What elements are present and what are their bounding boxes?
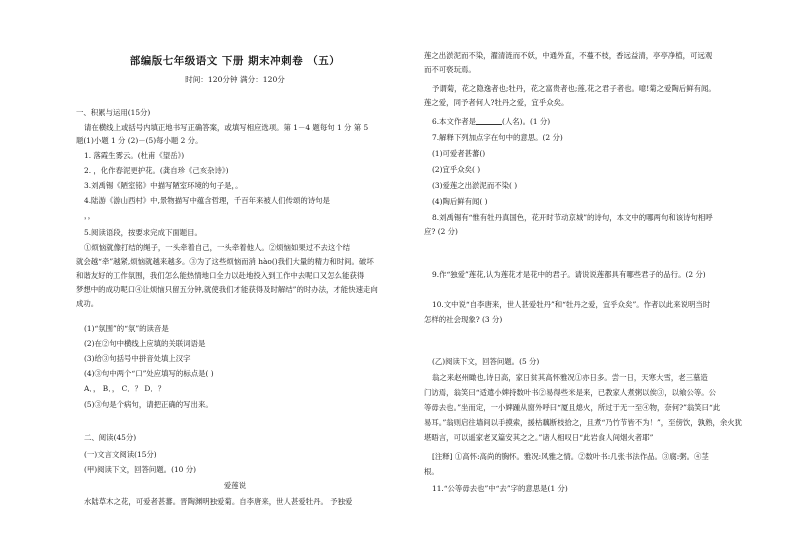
question-10: 10.文中说“自李唐来，世人甚爱牡丹”和“牡丹之爱，宜乎众矣”。作者以此来说明当时: [432, 300, 711, 309]
exam-info: 时间：120分钟 满分：120分: [185, 75, 285, 84]
sub-question-1: (1)“氛围”的“氛”的读音是: [84, 324, 169, 333]
question-6-tail: (人名)。(1 分): [502, 117, 551, 126]
essay-line-4: 予谓菊，花之隐逸者也;牡丹，花之富贵者也;莲,花之君子者也。噫!菊之爱陶后鲜有闻。: [432, 84, 716, 93]
passage-jia-prompt: (甲)阅读下文，回答问题。(10 分): [84, 465, 196, 474]
question-7-2: (2)宜乎众矣( ): [432, 165, 481, 174]
sub-question-4: (4)③句中两个“口”处应填写的标点是( ): [84, 369, 214, 378]
sub-question-5: (5)③句是个病句，请把正确的写出来。: [84, 400, 213, 409]
essay-title: 爱莲说: [223, 481, 247, 490]
question-4: 4.陆游《游山西村》中,景物描写中蕴含哲理，千百年来被人们传颂的诗句是: [84, 196, 330, 205]
essay-line-2: 莲之出淤泥而不染，濯清涟而不妖，中通外直，不蔓不枝，香远益清，亭亭净植，可远观: [424, 51, 713, 60]
passage-yi-heading: (乙)阅读下文，回答问题。(5 分): [432, 357, 540, 366]
section-1-heading: 一、积累与运用(15分): [76, 108, 151, 117]
question-4-blank: ，，: [84, 211, 96, 220]
passage-yi-line-5: 堪晤言，可以遥家老叉篇安其之之。”诸人相叹日“此岩食人间烟火者耶”: [424, 433, 654, 442]
passage-yi-notes: [注释] ①高怀:高尚的胸怀。雅况:风雅之情。②数叶书:几张书法作品。③腐:粥。④茎: [432, 452, 709, 461]
passage-yi-notes-cont: 根。: [424, 467, 439, 476]
question-6: [432, 117, 550, 127]
question-7: 7.解释下列加点字在句中的意思。(2 分): [432, 133, 563, 142]
essay-line-3: 而不可亵玩焉。: [424, 65, 476, 74]
sub-question-3: (3)给③句括号中拼音处填上汉字: [84, 354, 191, 363]
section-2-sub: (一)文言文阅读(15分): [84, 450, 157, 459]
page-title: 部编版七年级语文 下册 期末冲刺卷 （五）: [129, 55, 341, 67]
question-11: 11.“公等毋去也”中“去”字的意思是(1 分): [432, 484, 568, 493]
passage-line-1: ①烦恼就像打结的绳子，一头牵着自己，一头牵着他人。②烦恼如果过不去这个结: [84, 243, 351, 252]
passage-yi-line-3: 等毋去也。”坐而定，一小婢踵从窗外呼曰“厦且熄火，所过于无一至④物，奈何?”翁笑曰“此: [424, 403, 721, 412]
sub-question-4-options: A．， B．， C．？ D．？: [84, 384, 166, 393]
question-9: 9.作“独爱”莲花,认为莲花才是花中的君子。请说说莲都具有哪些君子的品行。(2 分): [432, 270, 706, 279]
question-2: 2. ，化作春泥更护花。(龚自珍《己亥杂诗》): [84, 166, 229, 175]
question-10-cont: 怎样的社会现象? (3 分): [424, 315, 503, 324]
passage-line-4: 梦想中的成功呢口④让烦恼只留五分钟,就使我们才能获得及时解结”的时办法，才能快速走向: [76, 285, 378, 294]
answer-blank[interactable]: [476, 117, 502, 125]
section-1-intro-cont: 题(1)小题 1 分 (2)－(5)每小题 2 分。: [76, 136, 203, 145]
passage-yi-line-1: 翁之来赵州瞰也,诗日高，家日贫其高怀雅况①亦日多。尝一日，天寒大雪，老三墓造: [432, 373, 708, 382]
question-5: 5.阅读语段，按要求完成下面题目。: [84, 228, 202, 237]
question-3: 3.刘禹锡《陋室铭》中描写陋室环境的句子是，。: [84, 181, 243, 190]
question-6-text: 6.本文作者是: [432, 117, 477, 126]
passage-yi-line-2: 门访焉，翁笑曰“适遣小婢持数叶书②易得些米是来，已教家人煮粥以俟③，以飨公等。公: [424, 388, 717, 397]
passage-line-5: 成功。: [76, 299, 99, 308]
question-7-3: (3)爱莲之出淤泥而不染( ): [432, 181, 518, 190]
essay-line-1: 水陆草木之花，可爱者甚蕃。晋陶渊明独爱菊。自李唐来，世人甚爱牡丹。 予独爱: [84, 497, 353, 506]
passage-line-3: 和谐友好的工作氛围，我们怎么能热情地口全力以赴地投入到工作中去呢口又怎么能获得: [76, 271, 365, 280]
passage-yi-line-4: 易耳。”翁则启往墙间以手摸索，援枯藕断枝拾之，且煮“乃竹节皆不为！”，至傍饮，孰熟，余火犹: [424, 418, 743, 427]
question-7-4: (4)陶后鲜有闻( ): [432, 197, 488, 206]
question-1: 1. 落霞生雾云。(杜甫《望岳》): [84, 151, 185, 160]
passage-line-2: 就会越“牵”越紧,烦恼就越来越多。③为了这些烦恼而消 hào()我们大量的精力和时间。破坏: [76, 257, 374, 266]
question-7-1: (1)可爱者甚蕃(): [432, 149, 486, 158]
sub-question-2: (2)在②句中横线上应填的关联词语是: [84, 339, 206, 348]
section-1-intro: 请在横线上或括号内填正地书写正确答案，或填写相应选项。第 1－4 题每句 1 分 第 5: [84, 123, 369, 132]
question-8-cont: 应? (2 分): [424, 227, 458, 236]
essay-line-5: 莲之爱，同予者何人?牡丹之爱，宜乎众矣。: [424, 98, 569, 107]
question-8: 8.刘禹锡有“惟有牡丹真国色，花开时节动京城”的诗句，本文中的哪两句和该诗句相呼: [432, 213, 713, 222]
section-2-heading: 二、阅读(45分): [84, 433, 137, 442]
